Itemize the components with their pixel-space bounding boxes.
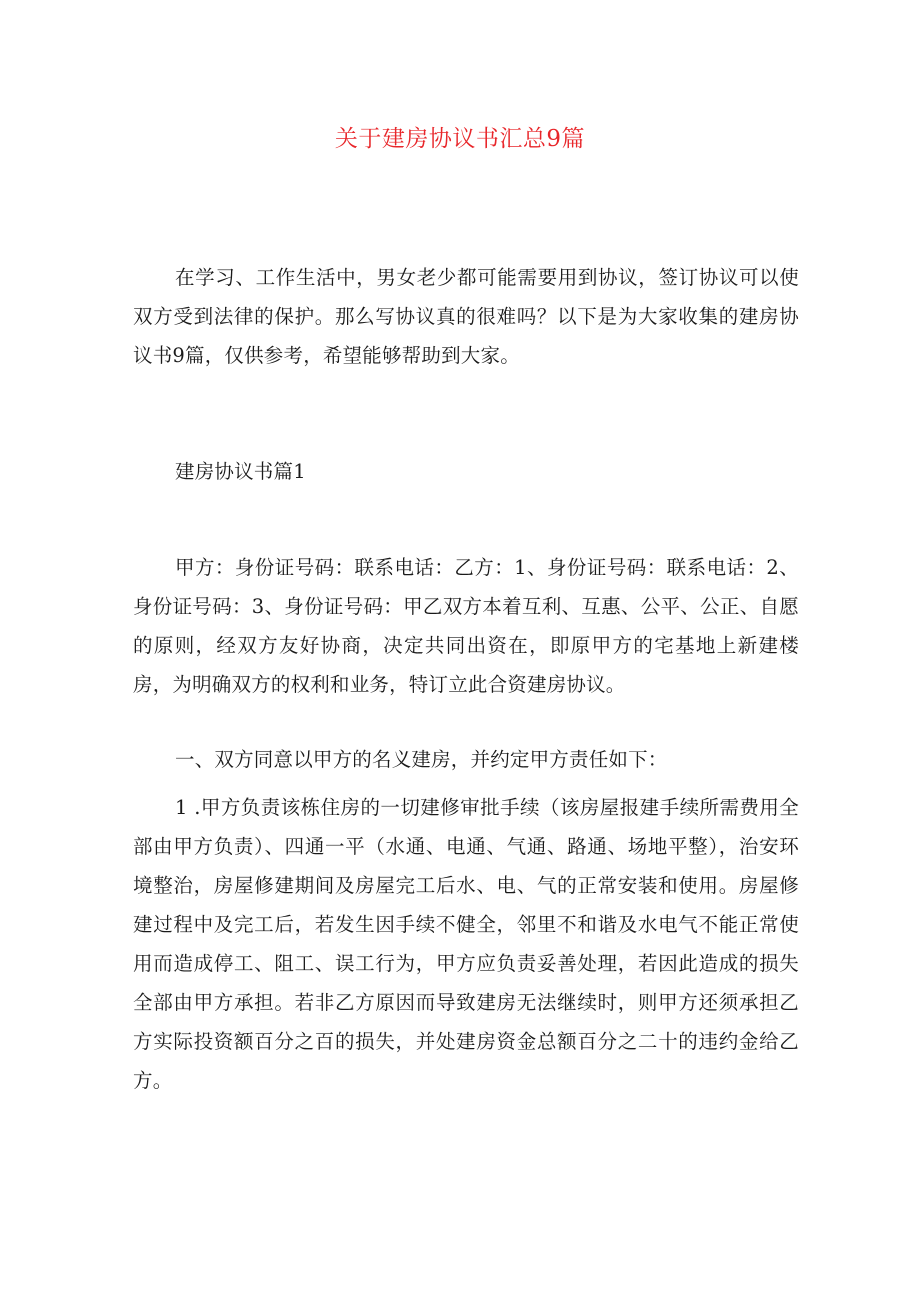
clause-one-heading: 一、双方同意以甲方的名义建房，并约定甲方责任如下：: [175, 748, 668, 771]
document-title: 关于建房协议书汇总9篇: [334, 126, 586, 152]
parties-paragraph: 甲方：身份证号码：联系电话：乙方：1、身份证号码：联系电话：2、身份证号码：3、身份证号码：甲乙双方本着互利、互惠、公平、公正、自愿的原则，经双方友好协商，决定共同出资在，即原甲方的宅基地上新建楼房，为明确双方的权利和业务，特订立此合资建房协议。: [133, 556, 799, 696]
section-heading: 建房协议书篇1: [175, 460, 306, 483]
clause-one-item-1: 1 .甲方负责该栋住房的一切建修审批手续（该房屋报建手续所需费用全部由甲方负责）、四通一平（水通、电通、气通、路通、场地平整），治安环境整治，房屋修建期间及房屋完工后水、电、气的正常安装和使用。房屋修建过程中及完工后，若发生因手续不健全，邻里不和谐及水电气不能正常使用而造成停工、阻工、误工行为，甲方应负责妥善处理，若因此造成的损失全部由甲方承担。若非乙方原因而导致建房无法继续时，则甲方还须承担乙方实际投资额百分之百的损失，并处建房资金总额百分之二十的违约金给乙方。: [133, 796, 799, 1092]
intro-paragraph: 在学习、工作生活中，男女老少都可能需要用到协议，签订协议可以使双方受到法律的保护。那么写协议真的很难吗？以下是为大家收集的建房协议书9篇，仅供参考，希望能够帮助到大家。: [133, 266, 799, 367]
